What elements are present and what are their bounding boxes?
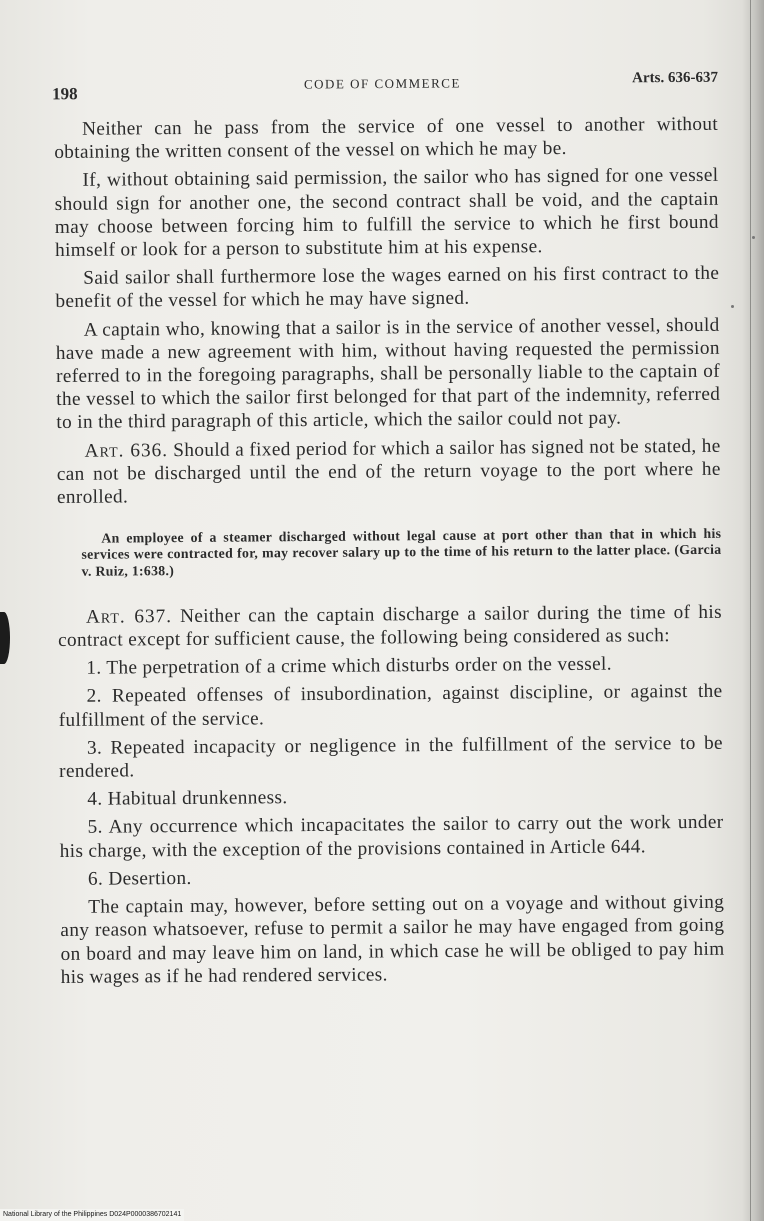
binding-mark (0, 612, 10, 664)
paragraph: A captain who, knowing that a sailor is in the service of another vessel, should have made a new agreement with him, without having requested the permission referred to in the foregoing paragraphs, shall be personally liable to the captain of the vessel to which the sailor first belonged for that part of the indemnity, referred to in the third paragraph of this article, which the sailor could not pay. (55, 314, 721, 434)
article-636 (57, 434, 722, 509)
paragraph: Said sailor shall furthermore lose the wages earned on his first contract to the benefit of the vessel for which he may have signed. (55, 262, 720, 313)
closing-paragraph: The captain may, however, before setting out on a voyage and without giving any reason whatsoever, refuse to permit a sailor he may have engaged from going on board and may leave him on land, in which case he will be obliged to pay him his wages as if he had rendered services. (60, 891, 725, 988)
cause-item: 5. Any occurrence which incapacitates the sailor to carry out the work under his charge, with the exception of the provisions contained in Article 644. (59, 812, 724, 862)
page-header (52, 70, 718, 107)
page-edge-shadow (742, 0, 764, 1221)
body-text (54, 113, 725, 994)
article-range: Arts. 636-637 (632, 69, 718, 87)
paragraph: If, without obtaining said permission, the sailor who has signed for one vessel should sign for another one, the second contract shall be void, and the captain may choose between forcing him to fulfill the service to which he first bound himself or look for a person to substitute him at his expense. (54, 165, 719, 262)
article-label: Art. 637. (85, 605, 173, 628)
page-number: 198 (51, 84, 78, 104)
article-text: Should a fixed period for which a sailor has signed not be stated, he can not be discharged until the end of the return voyage to the port where he enrolled. (56, 435, 721, 509)
scan-speck (731, 305, 734, 308)
scan-speck (752, 236, 755, 239)
article-text: Neither can the captain discharge a sailor during the time of his contract except for sufficient cause, the following being considered as such: (58, 601, 722, 652)
article-label: Art. 636. (84, 439, 169, 462)
paragraph: Neither can he pass from the service of one vessel to another without obtaining the written consent of the vessel on which he may be. (54, 113, 719, 164)
cause-item: 1. The perpetration of a crime which disturbs order on the vessel. (86, 653, 612, 680)
cause-item: 4. Habitual drunkenness. (87, 787, 288, 811)
page-edge-line (750, 0, 751, 1221)
running-title: CODE OF COMMERCE (303, 75, 461, 92)
case-note: An employee of a steamer discharged without legal cause at port other than that in which his services were contracted for, may recover salary up to the time of his return to the latter place. (Garcia v. Ruiz, 1:638.) (81, 526, 722, 579)
article-637 (58, 601, 722, 653)
library-watermark: National Library of the Philippines D024P0000386702141 (0, 1209, 184, 1221)
cause-item: 6. Desertion. (87, 867, 192, 890)
cause-item: 2. Repeated offenses of insubordination, against discipline, or against the fulfillment of the service. (58, 681, 723, 731)
cause-item: 3. Repeated incapacity or negligence in the fulfillment of the service to be rendered. (59, 732, 724, 783)
